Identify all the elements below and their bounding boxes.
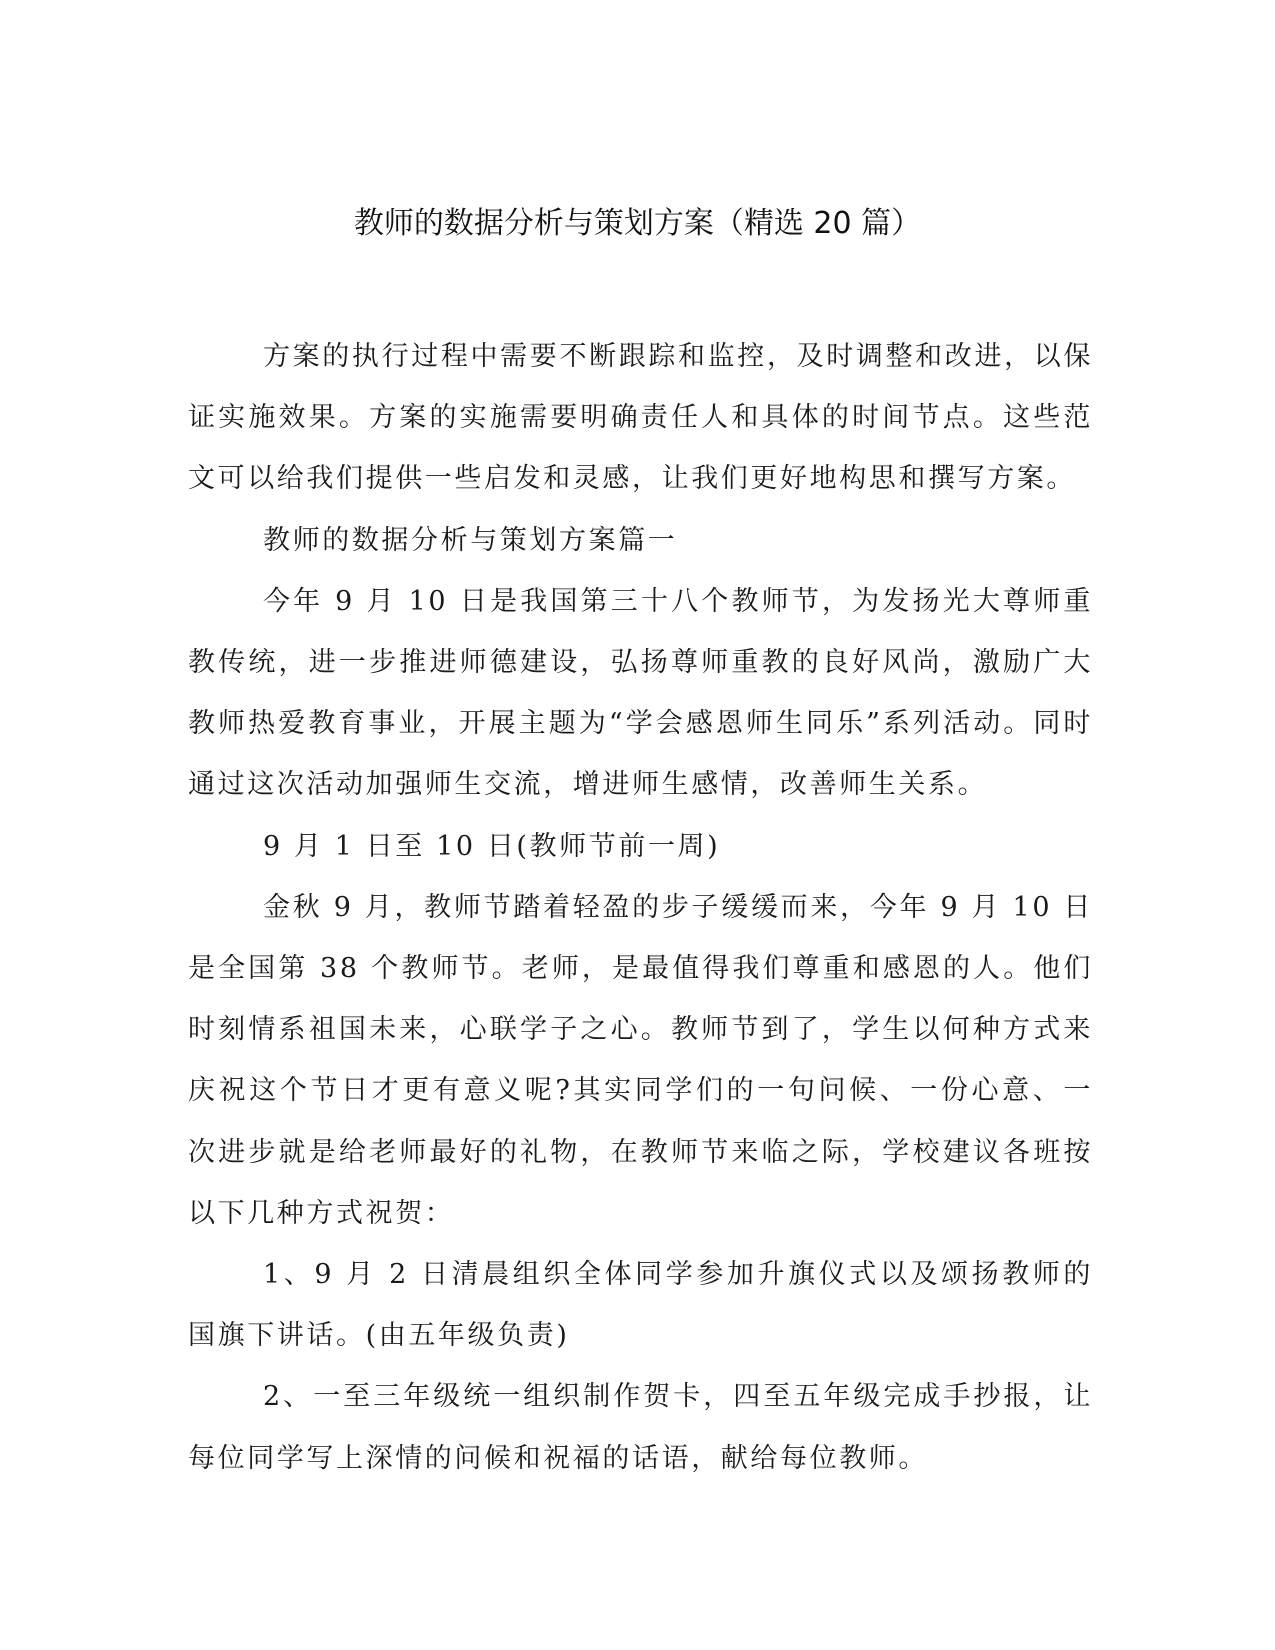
section-heading: 教师的数据分析与策划方案篇一 xyxy=(263,524,678,556)
date-range-heading: 9 月 1 日至 10 日(教师节前一周) xyxy=(263,830,721,862)
body-paragraph: 金秋 9 月，教师节踏着轻盈的步子缓缓而来，今年 9 月 10 日是全国第 38 个教师节。老师，是最值得我们尊重和感恩的人。他们时刻情系祖国未来，心联学子之心。教师节到了，学生以何种方式来庆祝这个节日才更有意义呢?其实同学们的一句问候、一份心意、一次进步就是给老师最好的礼物，在教师节来临之际，学校建议各班按以下几种方式祝贺： xyxy=(188,891,1093,1229)
document-body xyxy=(188,326,1093,1489)
list-item: 1、9 月 2 日清晨组织全体同学参加升旗仪式以及颂扬教师的国旗下讲话。(由五年级负责) xyxy=(188,1259,1093,1352)
list-item: 2、一至三年级统一组织制作贺卡，四至五年级完成手抄报，让每位同学写上深情的问候和祝福的话语，献给每位教师。 xyxy=(188,1381,1093,1474)
body-paragraph: 今年 9 月 10 日是我国第三十八个教师节，为发扬光大尊师重教传统，进一步推进师德建设，弘扬尊师重教的良好风尚，激励广大教师热爱教育事业，开展主题为“学会感恩师生同乐”系列活动。同时通过这次活动加强师生交流，增进师生感情，改善师生关系。 xyxy=(188,585,1093,801)
document-title: 教师的数据分析与策划方案（精选 20 篇） xyxy=(353,206,922,241)
intro-paragraph: 方案的执行过程中需要不断跟踪和监控，及时调整和改进，以保证实施效果。方案的实施需要明确责任人和具体的时间节点。这些范文可以给我们提供一些启发和灵感，让我们更好地构思和撰写方案。 xyxy=(188,341,1093,495)
